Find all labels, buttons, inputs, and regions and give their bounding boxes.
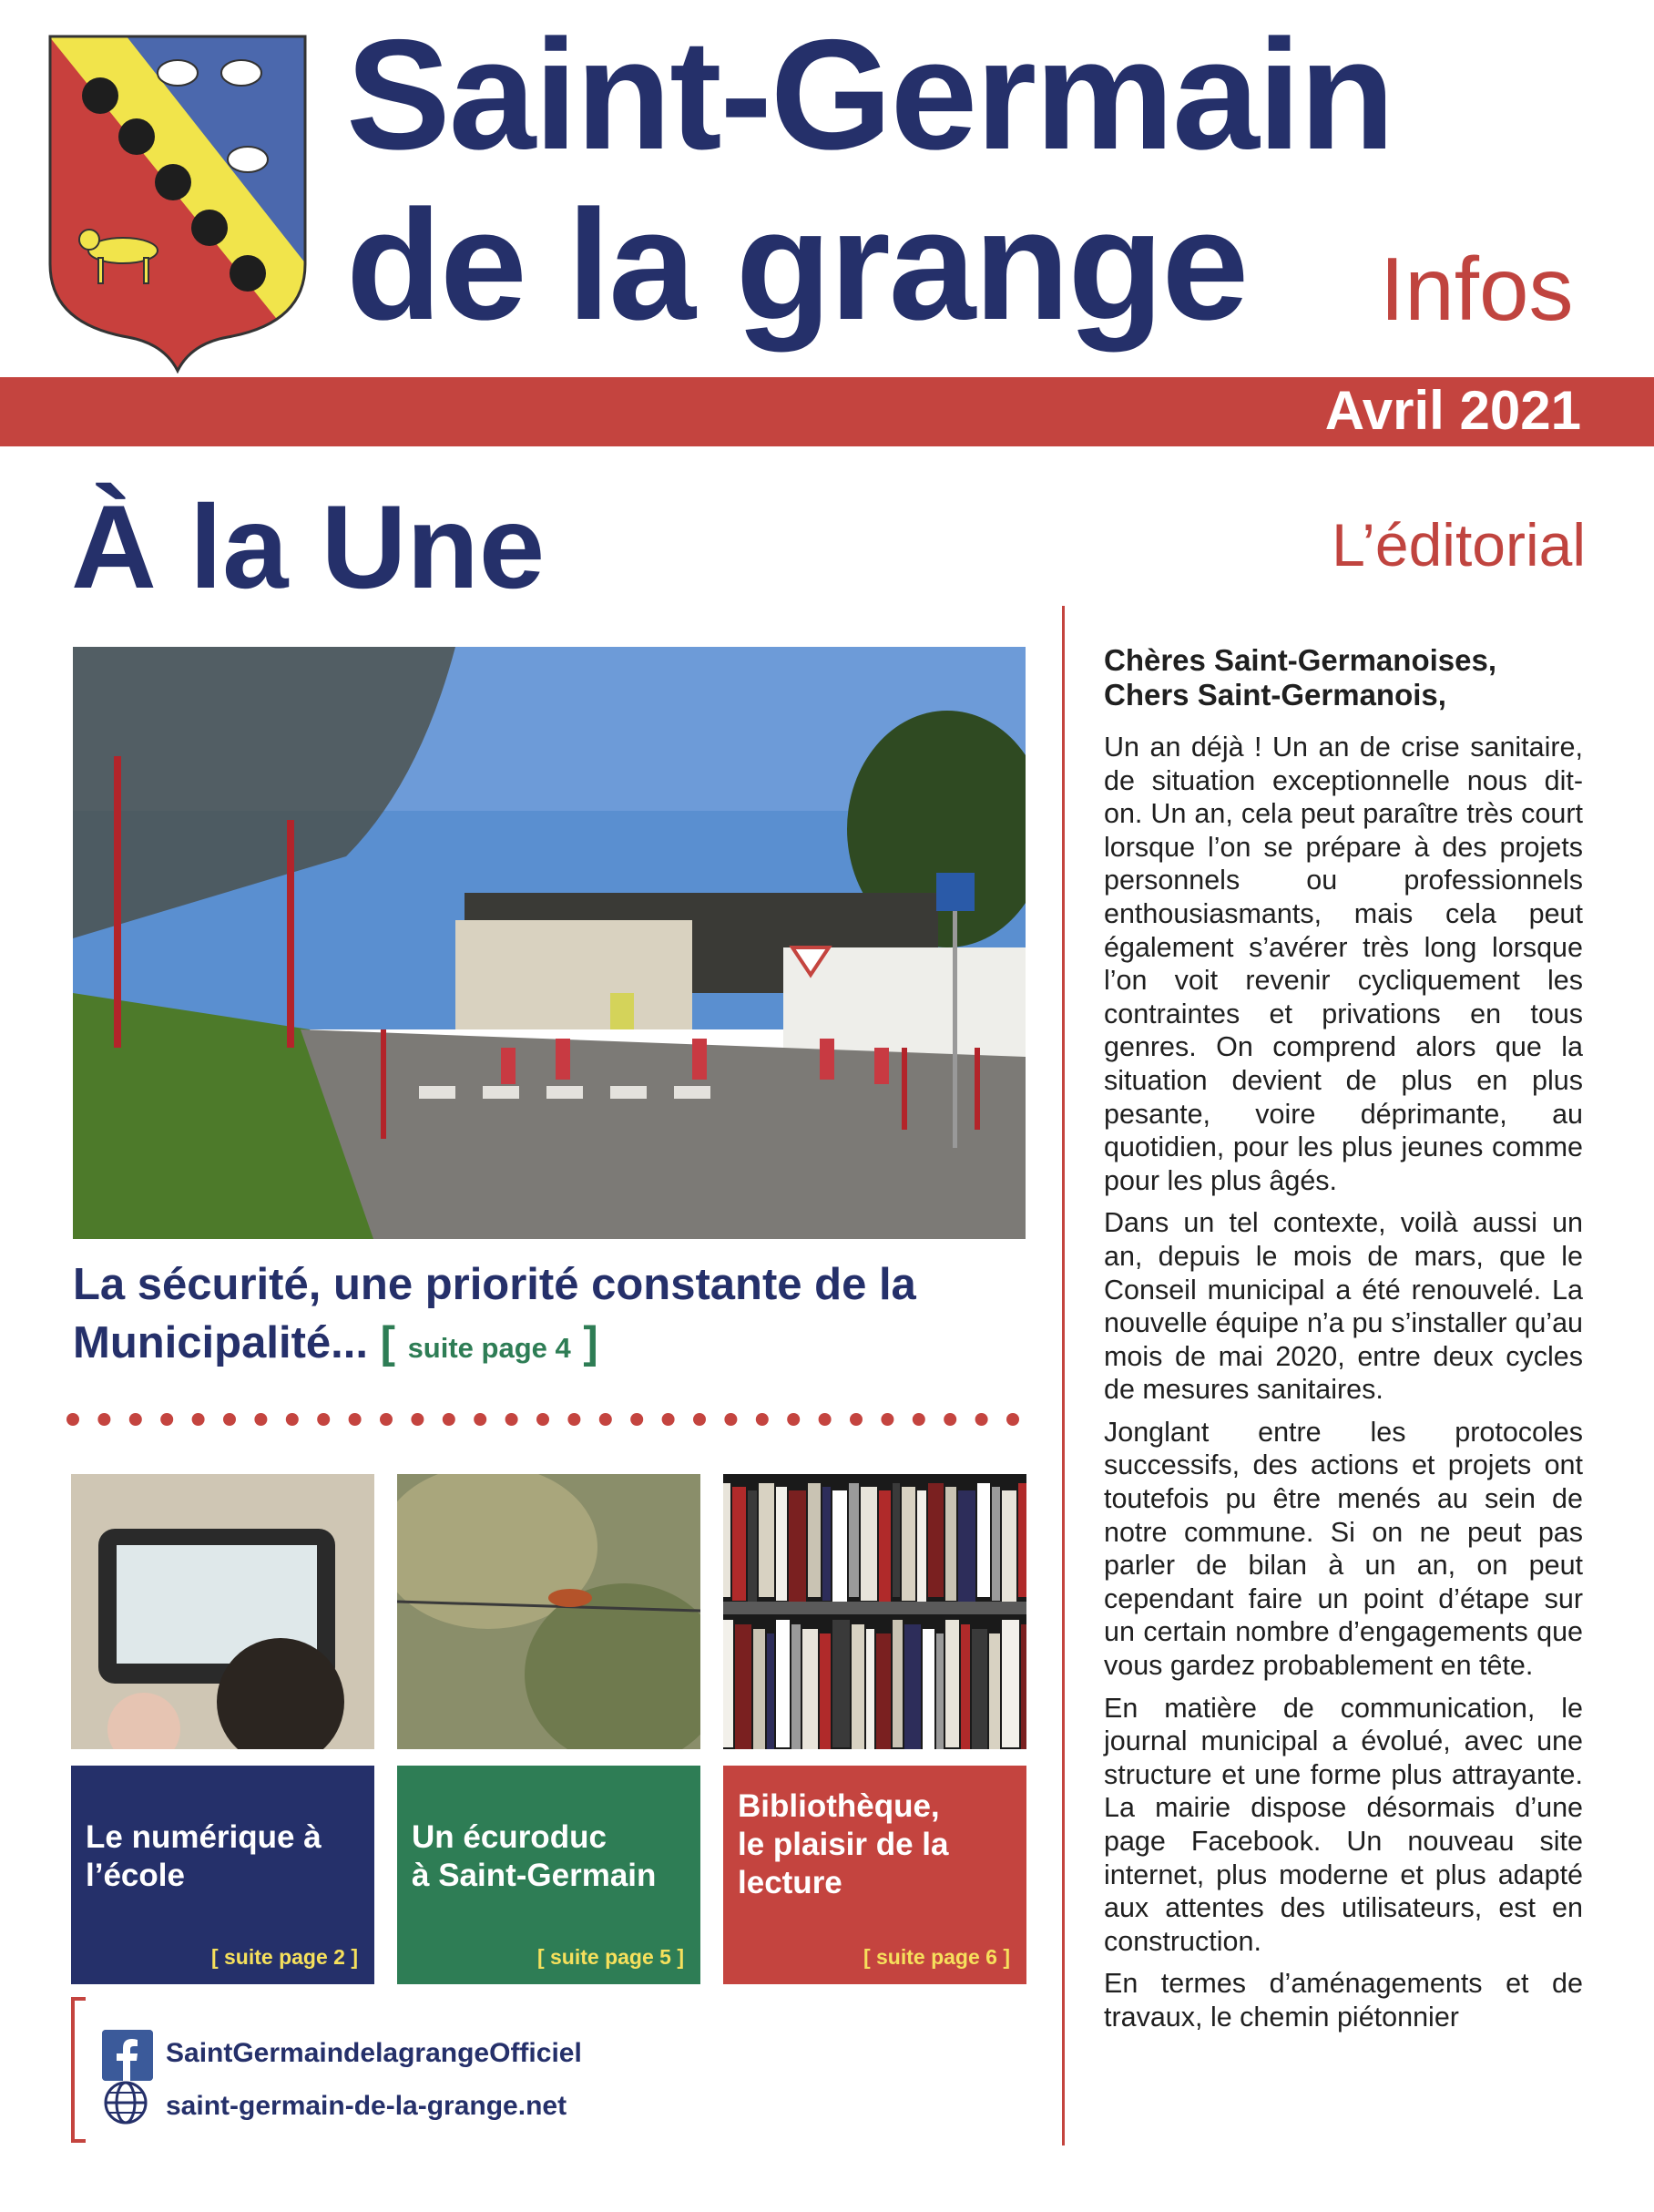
website-link[interactable]: saint-germain-de-la-grange.net [166, 2091, 567, 2121]
separator-dot [975, 1413, 988, 1426]
photo-classroom-screen [71, 1474, 374, 1749]
footer-bracket [71, 1997, 86, 2143]
book-spine [723, 1483, 730, 1597]
book-spine [748, 1490, 757, 1604]
separator-dot [254, 1413, 267, 1426]
card-bibliotheque[interactable] [723, 1766, 1026, 1984]
bracket-open: [ [380, 1318, 395, 1367]
book-spine [1002, 1620, 1019, 1747]
photo-squirrel [397, 1474, 700, 1749]
book-spine [977, 1483, 990, 1597]
separator-dot [662, 1413, 675, 1426]
book-spine [767, 1633, 774, 1749]
greeting-line: Chers Saint-Germanois, [1104, 678, 1446, 712]
book-spine [753, 1629, 765, 1749]
book-spine [1021, 1624, 1026, 1749]
main-headline[interactable] [73, 1255, 1038, 1377]
book-spine [961, 1624, 970, 1749]
card-title-line: Le numérique à [86, 1819, 322, 1855]
separator-dot [192, 1413, 205, 1426]
separator-dot [443, 1413, 455, 1426]
card-title [738, 1787, 1014, 1902]
editorial-paragraph: En matière de communication, le journal municipal a évolué, avec une structure et une forme plus attrayante. La mairie dispose désormais d’une page Facebook. Un nouveau site internet, plus moderne et plus adapté aux attentes des utilisateurs, est en construction. [1104, 1692, 1583, 1957]
card-title-line: Un écuroduc [412, 1819, 607, 1855]
globe-icon[interactable] [102, 2079, 149, 2126]
book-spine [832, 1620, 850, 1747]
separator-dot [819, 1413, 832, 1426]
card-title [86, 1818, 362, 1895]
book-spine [759, 1483, 774, 1597]
book-spine [735, 1624, 751, 1749]
card-title-line: le plaisir de la [738, 1827, 949, 1862]
separator-dot [317, 1413, 330, 1426]
book-spine [802, 1629, 818, 1749]
separator-dot [536, 1413, 549, 1426]
editorial-paragraph: Jonglant entre les protocoles successifs, des actions et projets ont toutefois pu être menés au sein de notre commune. Si on ne peut pas parler de bilan à un an, on peut cependant faire un point d’étape sur un certain nombre d’engagements que vous gardez probablement en tête. [1104, 1416, 1583, 1682]
book-spine [776, 1487, 787, 1601]
book-spine [902, 1487, 915, 1601]
masthead-title-line2: de la grange [346, 178, 1248, 353]
card-title-line: Bibliothèque, [738, 1788, 940, 1824]
separator-dot [567, 1413, 580, 1426]
book-spine [893, 1620, 903, 1747]
book-spine [879, 1490, 891, 1604]
main-headline-text: La sécurité, une priorité constante de la Municipalité... [73, 1260, 916, 1367]
separator-dot [881, 1413, 893, 1426]
editorial-paragraph: Dans un tel contexte, voilà aussi un an, depuis le mois de mars, que le Conseil municipal a été renouvelé. La nouvelle équipe n’a pu s’installer qu’au mois de mai 2020, entre deux cycles de mesures sanitaires. [1104, 1207, 1583, 1406]
card-title-line: l’école [86, 1858, 185, 1893]
separator-dot [66, 1413, 79, 1426]
card-title-line: à Saint-Germain [412, 1858, 657, 1893]
separator-dot [223, 1413, 236, 1426]
separator-dot [505, 1413, 518, 1426]
book-spine [876, 1633, 891, 1749]
separator-dot [1006, 1413, 1019, 1426]
facebook-icon[interactable] [102, 2030, 153, 2081]
book-spine [945, 1620, 959, 1747]
separator-dot [913, 1413, 925, 1426]
book-spine [917, 1490, 926, 1604]
book-spine [866, 1629, 874, 1749]
card-numerique[interactable] [71, 1766, 374, 1984]
card-suite-link[interactable]: [ suite page 2 ] [210, 1945, 358, 1969]
book-spine [822, 1487, 831, 1601]
bracket-close: ] [583, 1318, 598, 1367]
main-photo-crosswalk [73, 647, 1026, 1239]
card-title [412, 1818, 688, 1895]
book-spine [849, 1483, 859, 1597]
book-spine [904, 1624, 921, 1749]
book-spine [923, 1629, 934, 1749]
column-divider [1062, 606, 1065, 2145]
book-spine [723, 1620, 733, 1747]
separator-dot [411, 1413, 424, 1426]
book-spine [989, 1633, 1000, 1749]
book-spine [992, 1487, 1000, 1601]
book-spine [893, 1483, 900, 1597]
book-spine [945, 1487, 956, 1601]
editorial-title: L’éditorial [1332, 511, 1586, 579]
book-spine [928, 1483, 944, 1597]
book-spine [808, 1483, 821, 1597]
card-title-line: lecture [738, 1865, 842, 1900]
editorial-paragraph: Un an déjà ! Un an de crise sanitaire, de situation exceptionnelle nous dit-on. Un an, cela peut paraître très court lorsque l’on se prépare à des projets personnels ou professionnels enthousiasmants, mais cela peut également s’avérer très long lorsque l’on voit revenir cycliquement les contraintes et privations en tous genres. On comprend alors que la situation devient de plus en plus pesante, voire déprimante, au quotidien, pour les plus jeunes comme pour les plus âgés. [1104, 732, 1583, 1196]
book-spine [958, 1490, 975, 1604]
separator-dot [599, 1413, 612, 1426]
separator-dot [286, 1413, 299, 1426]
book-spine [732, 1487, 746, 1601]
separator-dot [787, 1413, 800, 1426]
book-spine [820, 1633, 831, 1749]
separator-dot [850, 1413, 863, 1426]
issue-date: Avril 2021 [1324, 380, 1581, 441]
book-spine [861, 1487, 877, 1601]
book-spine [1002, 1490, 1016, 1604]
masthead-infos: Infos [1380, 239, 1574, 339]
separator-dot [97, 1413, 110, 1426]
section-title-a-la-une: À la Une [71, 480, 546, 613]
book-spine [789, 1490, 806, 1604]
coat-of-arms-logo [46, 32, 310, 374]
separator-dot [474, 1413, 486, 1426]
separator-dot [129, 1413, 142, 1426]
separator-dot [944, 1413, 956, 1426]
facebook-link[interactable]: SaintGermaindelagrangeOfficiel [166, 2038, 582, 2068]
card-suite-link[interactable]: [ suite page 5 ] [536, 1945, 684, 1969]
book-spine [936, 1633, 944, 1749]
book-spine [852, 1624, 864, 1749]
editorial-greeting [1104, 643, 1596, 712]
masthead-title-line1: Saint-Germain [346, 7, 1394, 182]
separator-dot [160, 1413, 173, 1426]
book-spine [776, 1620, 790, 1747]
greeting-line: Chères Saint-Germanoises, [1104, 643, 1496, 677]
separator-dot [693, 1413, 706, 1426]
separator-dot [756, 1413, 769, 1426]
photo-library-shelves [723, 1474, 1026, 1749]
separator-dot [349, 1413, 362, 1426]
book-spine [1018, 1483, 1026, 1597]
dotted-separator [64, 1408, 1038, 1430]
book-spine [972, 1629, 987, 1749]
suite-page-link[interactable]: suite page 4 [407, 1332, 571, 1364]
card-suite-link[interactable]: [ suite page 6 ] [863, 1945, 1010, 1969]
book-spine [791, 1624, 801, 1749]
separator-dot [630, 1413, 643, 1426]
card-ecuroduc[interactable] [397, 1766, 700, 1984]
separator-dot [380, 1413, 393, 1426]
book-spine [832, 1490, 847, 1604]
separator-dot [724, 1413, 737, 1426]
editorial-paragraph: En termes d’aménagements et de travaux, le chemin piétonnier [1104, 1968, 1583, 2033]
editorial-body [1104, 731, 1583, 2043]
